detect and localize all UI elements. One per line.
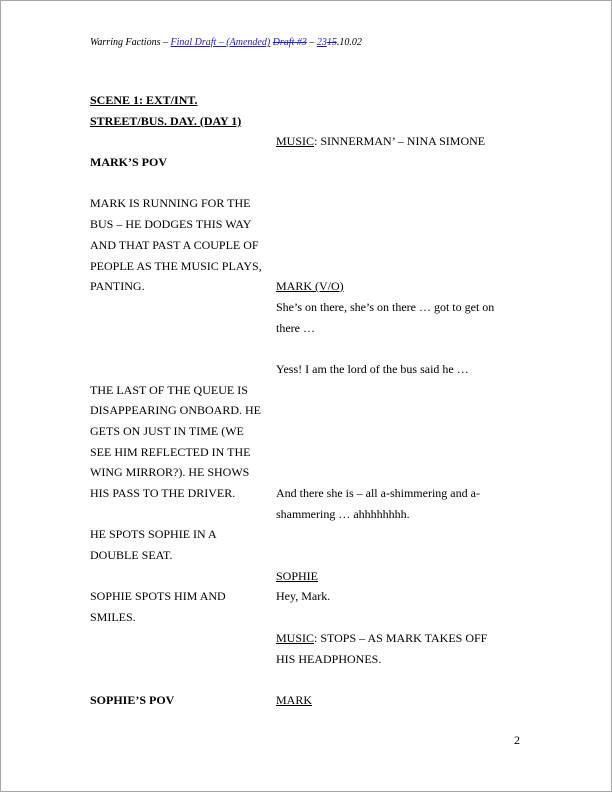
character-cue-sophie: SOPHIE: [276, 569, 319, 583]
header-draft-old: Draft #3: [272, 37, 307, 48]
action-line: BUS – HE DODGES THIS WAY: [90, 217, 252, 231]
character-cue-mark: MARK: [276, 693, 313, 707]
music-label: MUSIC: [276, 134, 315, 148]
header-date-rest: .10.02: [336, 37, 362, 48]
action-line: SMILES.: [90, 610, 136, 624]
dialogue-line: shammering … ahhhhhhhh.: [276, 507, 410, 521]
action-line: WING MIRROR?). HE SHOWS: [90, 465, 250, 479]
action-line: GETS ON JUST IN TIME (WE: [90, 424, 244, 438]
dialogue-line: there …: [276, 321, 315, 335]
dialogue-line: Yess! I am the lord of the bus said he …: [276, 362, 469, 376]
music-cue-2-cont: HIS HEADPHONES.: [276, 652, 382, 666]
music-text: : STOPS – AS MARK TAKES OFF: [314, 631, 488, 645]
music-cue-2: [276, 628, 487, 649]
header-date-old: 23: [316, 37, 327, 48]
pov-heading-sophie: SOPHIE’S POV: [90, 693, 175, 707]
pov-heading-mark: MARK’S POV: [90, 155, 167, 169]
header-title: Warring Factions –: [90, 37, 171, 48]
scene-heading-line1: SCENE 1: EXT/INT.: [90, 93, 198, 107]
music-text: : SINNERMAN’ – NINA SIMONE: [314, 134, 486, 148]
dialogue-line: Hey, Mark.: [276, 589, 331, 603]
page-header: [90, 37, 362, 48]
action-line: DISAPPEARING ONBOARD. HE: [90, 403, 262, 417]
dialogue-line: She’s on there, she’s on there … got to get on: [276, 300, 495, 314]
action-line: PEOPLE AS THE MUSIC PLAYS,: [90, 259, 262, 273]
action-line: HIS PASS TO THE DRIVER.: [90, 486, 236, 500]
action-line: DOUBLE SEAT.: [90, 548, 173, 562]
action-line: AND THAT PAST A COUPLE OF: [90, 238, 259, 252]
action-line: SEE HIM REFLECTED IN THE: [90, 445, 251, 459]
character-cue-mark-vo: MARK (V/O): [276, 279, 344, 293]
header-dash: –: [306, 37, 317, 48]
action-line: PANTING.: [90, 279, 145, 293]
page-number: 2: [514, 733, 520, 747]
action-line: MARK IS RUNNING FOR THE: [90, 196, 251, 210]
dialogue-line: And there she is – all a-shimmering and a-: [276, 486, 480, 500]
header-date-strike: 15: [326, 37, 337, 48]
action-line: SOPHIE SPOTS HIM AND: [90, 589, 226, 603]
header-draft: Final Draft – (Amended): [170, 37, 271, 48]
action-line: THE LAST OF THE QUEUE IS: [90, 383, 248, 397]
scene-heading-line2: STREET/BUS. DAY. (DAY 1): [90, 114, 242, 128]
music-cue-1: [276, 131, 485, 152]
music-label: MUSIC: [276, 631, 315, 645]
action-line: HE SPOTS SOPHIE IN A: [90, 527, 217, 541]
